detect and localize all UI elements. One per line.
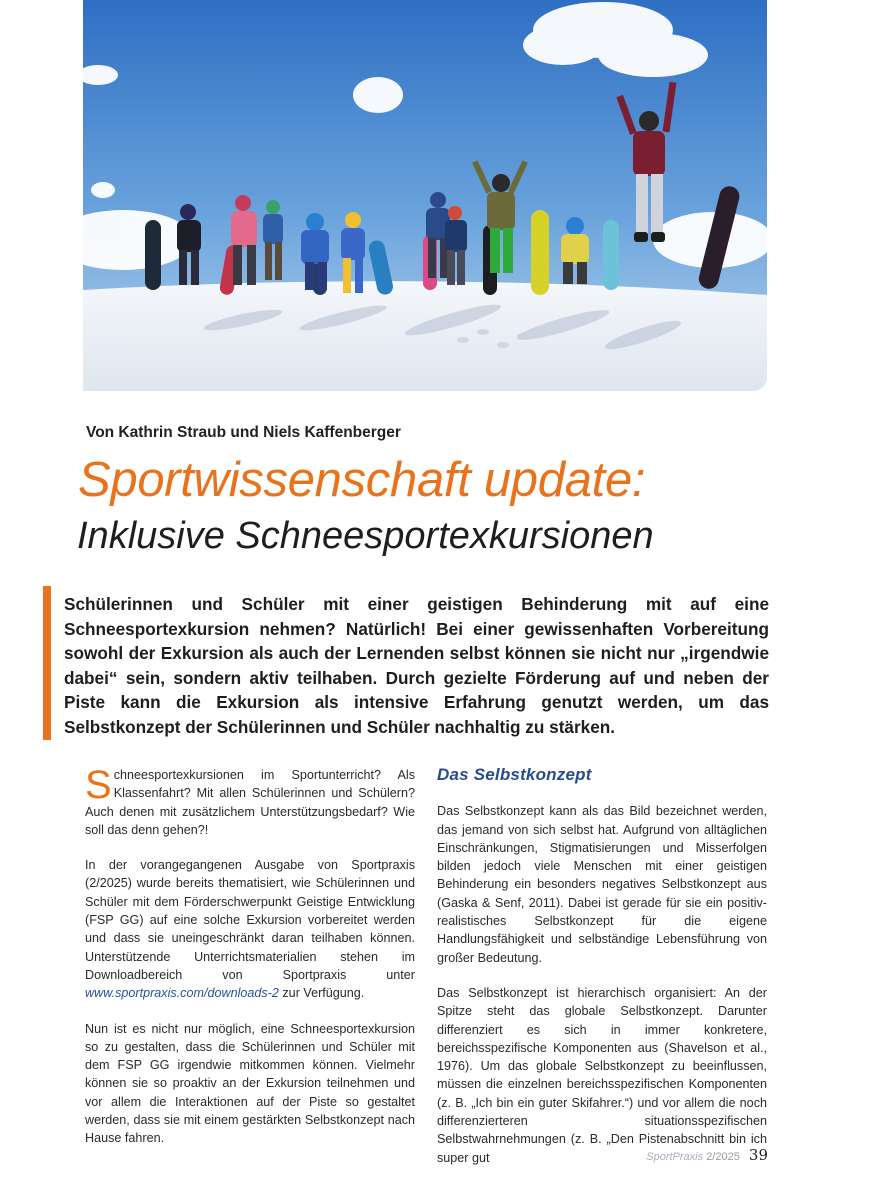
paragraph-definition: Das Selbstkonzept kann als das Bild bezeichnet werden, das jemand von sich selbst hat. Aufgrund von alltäglichen Einschränkungen, Stigmatisierungen und Misserfolgen bilden jedoch viele Menschen mit einer geistigen Behinderung ein besonders negatives Selbstkonzept aus (Gaska & Senf, 2011). Dabei ist gerade für sie ein positiv-realistisches Selbstkonzept für die eigene Handlungsfähigkeit und selbständige Lebensführung von großer Bedeutung. bbox=[437, 804, 767, 965]
paragraph-text: In der vorangegangenen Ausgabe von Sportpraxis (2/2025) wurde bereits thematisiert, wie Schülerinnen und Schüler mit dem Förderschwerpunkt Geistige Entwicklung (FSP GG) auf eine solche Exkursion vorbereitet werden und dass sie uneingeschränkt daran teilhaben können. Unterstützende Unterrichtsmaterialien stehen im Downloadbereich von Sportpraxis unter bbox=[85, 858, 415, 982]
paragraph-hierarchy: Das Selbstkonzept ist hierarchisch organisiert: An der Spitze steht das globale Selbstkonzept. Darunter differenziert es sich in immer konkretere, bereichsspezifische Komponenten aus (Shavelson et al., 1976). Um das globale Selbstkonzept zu beeinflussen, müssen die einzelnen bereichsspezifischen Komponenten (z. B. „Ich bin ein guter Skifahrer.“) und vor allem die noch differenzierteren situationsspezifischen Selbstwahrnehmungen (z. B. „Den Pistenabschnitt bin ich super gut bbox=[437, 985, 767, 1165]
author-byline: Von Kathrin Straub und Niels Kaffenberger bbox=[86, 424, 401, 441]
intro-text: chneesportexkursionen im Sportunterricht? Als Klassenfahrt? Mit allen Schülerinnen und Schülern? Auch denen mit zusätzlichem Unterstützungsbedarf? Wie soll das denn gehen?! bbox=[85, 768, 415, 837]
left-column bbox=[85, 763, 415, 1165]
snowboard-group-jump-image bbox=[83, 0, 767, 391]
article-subtitle: Inklusive Schneesportexkursionen bbox=[77, 515, 654, 557]
dropcap: S bbox=[85, 763, 112, 807]
issue-number: 2/2025 bbox=[706, 1151, 740, 1163]
lead-accent-bar bbox=[43, 586, 51, 740]
intro-paragraph bbox=[85, 763, 415, 839]
page-footer bbox=[646, 1146, 768, 1164]
paragraph-proactive: Nun ist es nicht nur möglich, eine Schneesportexkursion so zu gestalten, dass die Schülerinnen und Schüler mit dem FSP GG irgendwie mitkommen können. Vielmehr können sie so proaktiv an der Exkursion teilnehmen und vor allem die Interaktionen auf der Piste so gestaltet werden, dass sie mit einem gestärkten Selbstkonzept nach Hause fahren. bbox=[85, 1021, 415, 1146]
page-number: 39 bbox=[748, 1146, 768, 1164]
paragraph-text: zur Verfügung. bbox=[278, 986, 365, 1001]
hero-photo bbox=[83, 0, 767, 391]
lead-paragraph: Schülerinnen und Schüler mit einer geistigen Behinderung mit auf eine Schneesportexkursion nehmen? Natürlich! Bei einer gewissenhaften Vorbereitung sowohl der Exkursion als auch der Lernenden selbst können sie nicht nur „irgendwie dabei“ sein, sondern aktiv teilhaben. Durch gezielte Förderung auf und neben der Piste kann die Exkursion als intensive Erfahrung genutzt werden, um das Selbstkonzept der Schülerinnen und Schüler nachhaltig zu stärken. bbox=[64, 594, 769, 737]
article-title: Sportwissenschaft update: bbox=[78, 453, 646, 507]
downloads-link[interactable]: www.sportpraxis.com/downloads-2 bbox=[85, 986, 279, 1001]
magazine-brand: SportPraxis bbox=[646, 1151, 704, 1163]
section-heading-selbstkonzept: Das Selbstkonzept bbox=[437, 765, 592, 784]
paragraph-previous-issue bbox=[85, 856, 415, 1002]
right-column bbox=[437, 766, 767, 1184]
